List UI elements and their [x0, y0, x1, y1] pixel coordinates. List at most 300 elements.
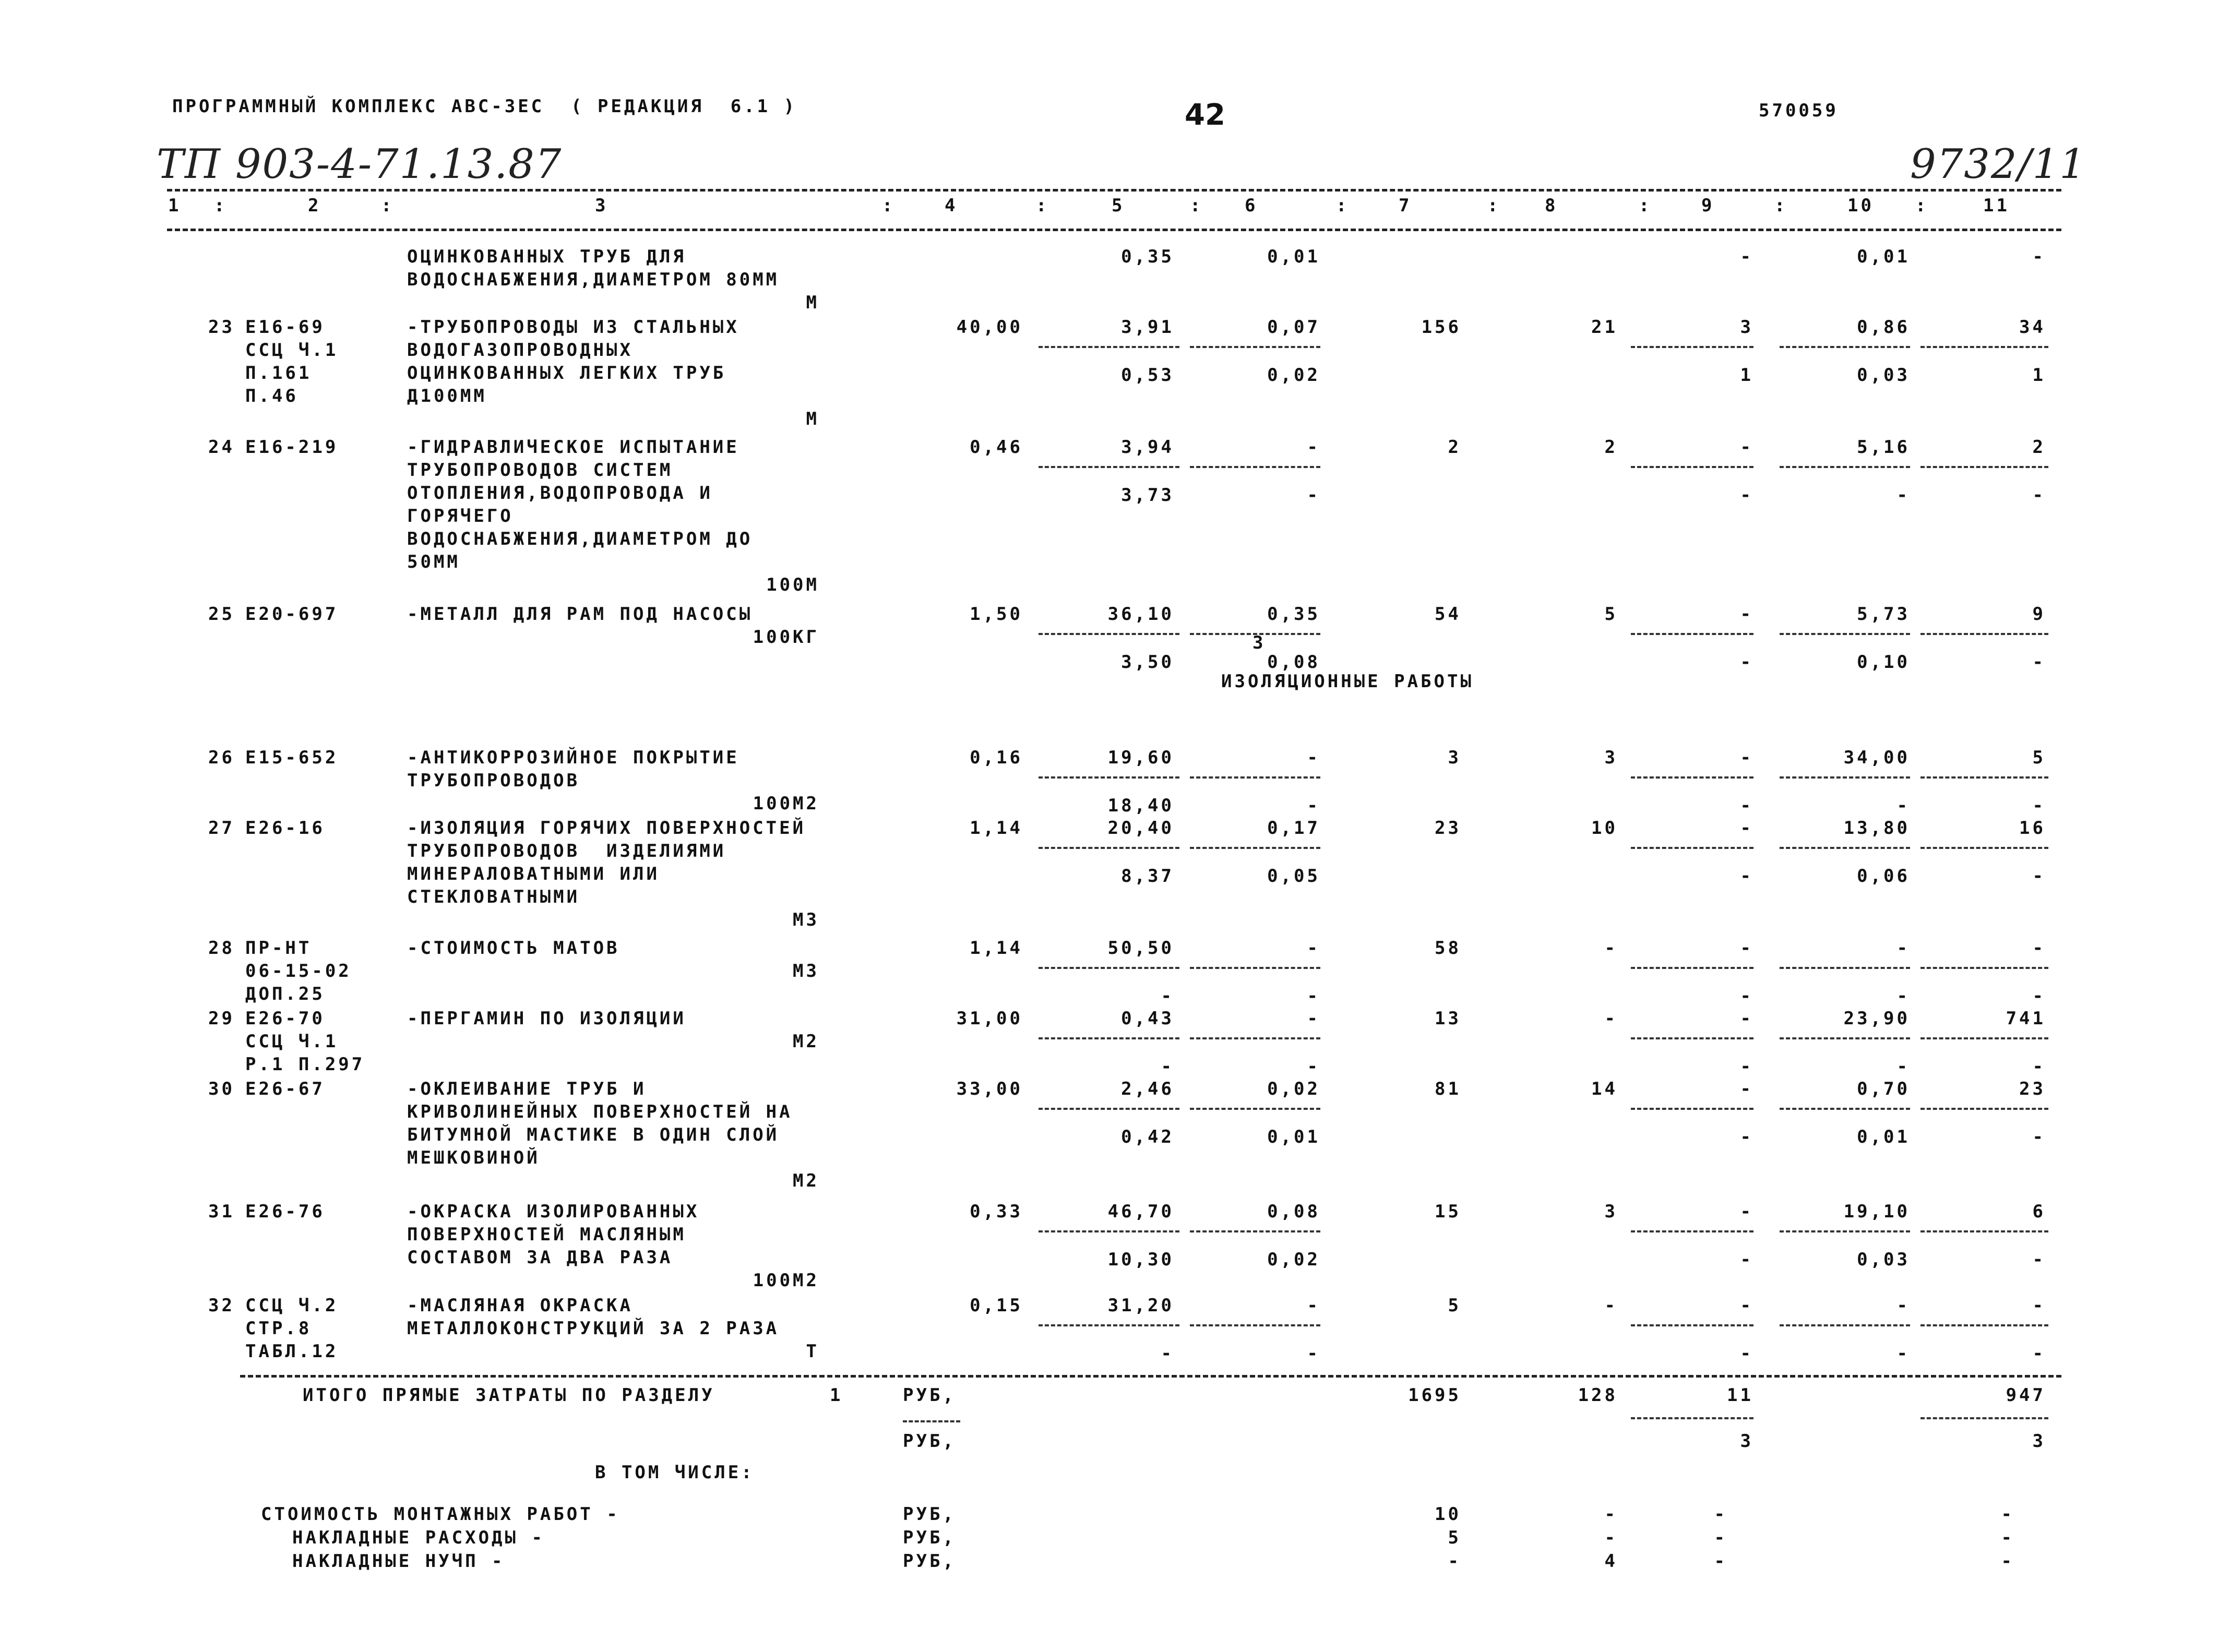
row-col9: -: [1740, 938, 1753, 959]
column-number-1: 1: [168, 195, 182, 216]
row-col8: 5: [1604, 604, 1618, 625]
column-number-10: 10: [1847, 195, 1874, 216]
row-col10: -: [1896, 938, 1910, 959]
sub-currency: РУБ,: [903, 1551, 956, 1572]
totals-currency-rule: [903, 1420, 960, 1422]
cell-divider-rule: [1920, 1324, 2048, 1326]
sub-label: НАКЛАДНЫЕ РАСХОДЫ -: [292, 1527, 545, 1548]
row-quantity: 0,16: [970, 747, 1023, 768]
row-col10: 5,16: [1857, 437, 1910, 458]
row-unit: 100М2: [753, 1270, 819, 1291]
row-col11-sub: -: [2032, 485, 2046, 506]
row-name-line: -МАСЛЯНАЯ ОКРАСКА: [407, 1295, 633, 1316]
row-code-line: ССЦ Ч.1: [245, 1031, 339, 1052]
row-number: 23: [208, 317, 235, 338]
column-number-6: 6: [1245, 195, 1258, 216]
row-col6-sub: 0,02: [1267, 1249, 1320, 1270]
row-col11-sub: -: [2032, 1343, 2046, 1364]
row-col5-sub: -: [1161, 986, 1174, 1007]
column-separator: :: [381, 195, 395, 216]
row-col8: -: [1604, 938, 1618, 959]
row-col11: 23: [2019, 1079, 2046, 1099]
cell-divider-rule: [1780, 1324, 1910, 1326]
cell-divider-rule: [1920, 1230, 2048, 1232]
cell-divider-rule: [1920, 466, 2048, 468]
row-code-line: ДОП.25: [245, 984, 325, 1004]
cell-divider-rule: [1780, 1230, 1910, 1232]
row-col11-sub: -: [2032, 1056, 2046, 1077]
cell-divider-rule: [1631, 1108, 1753, 1110]
row-col9: -: [1740, 1295, 1753, 1316]
totals-col9a: 11: [1727, 1385, 1753, 1406]
totals-col8: 128: [1578, 1385, 1618, 1406]
row-col6: 0,07: [1267, 317, 1320, 338]
row-col10-sub: 0,03: [1857, 1249, 1910, 1270]
cell-divider-rule: [1780, 1108, 1910, 1110]
row-col9-sub: -: [1740, 1249, 1753, 1270]
row-col6: -: [1307, 437, 1320, 458]
cell-divider-rule: [1780, 633, 1910, 635]
cell-divider-rule: [1039, 466, 1179, 468]
row-col9-sub: -: [1740, 1127, 1753, 1147]
row-col5: 0,43: [1121, 1008, 1174, 1029]
column-number-4: 4: [945, 195, 958, 216]
column-separator: :: [1036, 195, 1049, 216]
row-number: 25: [208, 604, 235, 625]
row-col7: 5: [1448, 1295, 1461, 1316]
totals-col9-rule: [1631, 1417, 1753, 1419]
sub-col8: -: [1604, 1527, 1618, 1548]
row-col10: 0,01: [1857, 246, 1910, 267]
cell-divider-rule: [1920, 1108, 2048, 1110]
row-col6: -: [1307, 1295, 1320, 1316]
row-col9-sub: -: [1740, 986, 1753, 1007]
row-col9: -: [1740, 246, 1753, 267]
row-col6: -: [1307, 1008, 1320, 1029]
row-col5-sub: 3,50: [1121, 652, 1174, 673]
sub-col8: 4: [1604, 1551, 1618, 1572]
row-col9-sub: -: [1740, 485, 1753, 506]
row-col8: 3: [1604, 1201, 1618, 1222]
cell-divider-rule: [1190, 776, 1320, 779]
row-col11-sub: -: [2032, 1127, 2046, 1147]
row-col6-sub: -: [1307, 1343, 1320, 1364]
row-unit: М3: [793, 961, 819, 981]
row-name-line: ВОДОСНАБЖЕНИЯ,ДИАМЕТРОМ ДО: [407, 529, 753, 549]
sub-currency: РУБ,: [903, 1504, 956, 1525]
row-col6: 0,17: [1267, 818, 1320, 839]
sub-col9: -: [1714, 1504, 1727, 1525]
row-col9-sub: -: [1740, 1343, 1753, 1364]
cell-divider-rule: [1039, 776, 1179, 779]
row-number: 30: [208, 1079, 235, 1099]
document-code: 570059: [1759, 100, 1839, 121]
row-col10-sub: 0,06: [1857, 866, 1910, 887]
row-name-line: -ИЗОЛЯЦИЯ ГОРЯЧИХ ПОВЕРХНОСТЕЙ: [407, 818, 806, 839]
row-name-line: ВОДОГАЗОПРОВОДНЫХ: [407, 340, 633, 361]
page-number: 42: [1185, 98, 1225, 132]
row-number: 24: [208, 437, 235, 458]
row-col10: 0,86: [1857, 317, 1910, 338]
row-col11: -: [2032, 1295, 2046, 1316]
cell-divider-rule: [1039, 1108, 1179, 1110]
totals-col7: 1695: [1408, 1385, 1461, 1406]
row-quantity: 0,33: [970, 1201, 1023, 1222]
row-name-line: -ПЕРГАМИН ПО ИЗОЛЯЦИИ: [407, 1008, 686, 1029]
row-col11: 34: [2019, 317, 2046, 338]
totals-top-rule: [240, 1375, 2061, 1378]
row-col9: -: [1740, 747, 1753, 768]
cell-divider-rule: [1190, 1037, 1320, 1039]
row-col5-sub: 10,30: [1107, 1249, 1174, 1270]
cell-divider-rule: [1039, 633, 1179, 635]
cell-divider-rule: [1631, 466, 1753, 468]
row-col7: 54: [1435, 604, 1461, 625]
row-name-line: ВОДОСНАБЖЕНИЯ,ДИАМЕТРОМ 80ММ: [407, 269, 780, 290]
row-name-line: -ТРУБОПРОВОДЫ ИЗ СТАЛЬНЫХ: [407, 317, 739, 338]
cell-divider-rule: [1190, 1324, 1320, 1326]
row-col9-sub: -: [1740, 866, 1753, 887]
column-separator: :: [1336, 195, 1350, 216]
row-col5: 19,60: [1107, 747, 1174, 768]
row-col11: 6: [2032, 1201, 2046, 1222]
row-col6-sub: -: [1307, 485, 1320, 506]
row-name-line: -СТОИМОСТЬ МАТОВ: [407, 938, 620, 959]
row-code-line: П.161: [245, 363, 312, 384]
row-code-line: ПР-НТ: [245, 938, 312, 959]
row-quantity: 1,14: [970, 938, 1023, 959]
row-col9: -: [1740, 818, 1753, 839]
row-number: 26: [208, 747, 235, 768]
column-separator: :: [214, 195, 228, 216]
column-number-7: 7: [1399, 195, 1412, 216]
cell-divider-rule: [1039, 847, 1179, 849]
column-separator: :: [1774, 195, 1788, 216]
row-col5-sub: 0,42: [1121, 1127, 1174, 1147]
row-col11: 741: [2006, 1008, 2046, 1029]
handwritten-sheet-number: 9732/11: [1910, 141, 2087, 188]
cell-divider-rule: [1780, 776, 1910, 779]
row-col9-sub: 1: [1740, 365, 1753, 386]
row-col6-sub: 0,01: [1267, 1127, 1320, 1147]
cell-divider-rule: [1631, 1037, 1753, 1039]
row-col5: 3,91: [1121, 317, 1174, 338]
row-col6-sub: 0,02: [1267, 365, 1320, 386]
row-col10-sub: 0,10: [1857, 652, 1910, 673]
row-col6: 0,08: [1267, 1201, 1320, 1222]
sub-currency: РУБ,: [903, 1527, 956, 1548]
row-col5: 3,94: [1121, 437, 1174, 458]
row-name-line: ПОВЕРХНОСТЕЙ МАСЛЯНЫМ: [407, 1224, 686, 1245]
totals-col11a: 947: [2006, 1385, 2046, 1406]
row-col6-sub: 0,08: [1267, 652, 1320, 673]
row-name-line: ОЦИНКОВАННЫХ ЛЕГКИХ ТРУБ: [407, 363, 726, 384]
row-unit: М2: [793, 1170, 819, 1191]
row-col8: 3: [1604, 747, 1618, 768]
row-quantity: 31,00: [956, 1008, 1023, 1029]
cell-divider-rule: [1190, 1108, 1320, 1110]
row-name-line: -ОКЛЕИВАНИЕ ТРУБ И: [407, 1079, 647, 1099]
header-bottom-rule: [167, 229, 2061, 231]
row-col9-sub: -: [1740, 1056, 1753, 1077]
cell-divider-rule: [1190, 1230, 1320, 1232]
sub-col8: -: [1604, 1504, 1618, 1525]
row-col10-sub: 0,03: [1857, 365, 1910, 386]
row-name-line: БИТУМНОЙ МАСТИКЕ В ОДИН СЛОЙ: [407, 1124, 780, 1145]
row-col10: 13,80: [1843, 818, 1910, 839]
row-unit: 100М2: [753, 793, 819, 814]
sub-label: НАКЛАДНЫЕ НУЧП -: [292, 1551, 505, 1572]
cell-divider-rule: [1631, 967, 1753, 969]
row-col6: 0,02: [1267, 1079, 1320, 1099]
row-name-line: 50ММ: [407, 552, 460, 572]
row-col10-sub: -: [1896, 1343, 1910, 1364]
row-col6-sub: -: [1307, 1056, 1320, 1077]
row-col5-sub: -: [1161, 1056, 1174, 1077]
row-col6: 0,01: [1267, 246, 1320, 267]
row-col9-sub: -: [1740, 795, 1753, 816]
row-col8: -: [1604, 1008, 1618, 1029]
row-code-line: Е15-652: [245, 747, 339, 768]
row-col5: 46,70: [1107, 1201, 1174, 1222]
cell-divider-rule: [1190, 346, 1320, 348]
cell-divider-rule: [1780, 967, 1910, 969]
row-col5: 31,20: [1107, 1295, 1174, 1316]
row-code-line: Р.1 П.297: [245, 1054, 365, 1075]
row-col9: -: [1740, 604, 1753, 625]
cell-divider-rule: [1190, 466, 1320, 468]
row-name-line: Д100ММ: [407, 386, 487, 406]
row-number: 31: [208, 1201, 235, 1222]
row-col6-sub: -: [1307, 986, 1320, 1007]
column-number-3: 3: [595, 195, 609, 216]
row-col10-sub: -: [1896, 986, 1910, 1007]
row-code-line: П.46: [245, 386, 299, 406]
sub-col11: -: [2001, 1527, 2014, 1548]
row-quantity: 0,15: [970, 1295, 1023, 1316]
cell-divider-rule: [1631, 346, 1753, 348]
row-code-line: Е26-16: [245, 818, 325, 839]
row-col5-sub: 0,53: [1121, 365, 1174, 386]
column-number-9: 9: [1701, 195, 1715, 216]
row-col5-sub: 3,73: [1121, 485, 1174, 506]
row-name-line: -ГИДРАВЛИЧЕСКОЕ ИСПЫТАНИЕ: [407, 437, 739, 458]
row-unit: М3: [793, 909, 819, 930]
row-name-line: МЕШКОВИНОЙ: [407, 1147, 540, 1168]
sub-col7: 10: [1435, 1504, 1461, 1525]
row-col5-sub: 8,37: [1121, 866, 1174, 887]
cell-divider-rule: [1190, 847, 1320, 849]
row-col6: -: [1307, 938, 1320, 959]
section-title: ИЗОЛЯЦИОННЫЕ РАБОТЫ: [1221, 671, 1474, 692]
column-separator: :: [1639, 195, 1652, 216]
column-number-2: 2: [308, 195, 321, 216]
row-name-line: МЕТАЛЛОКОНСТРУКЦИЙ ЗА 2 РАЗА: [407, 1318, 780, 1339]
row-code-line: Е16-219: [245, 437, 339, 458]
row-unit: 100КГ: [753, 627, 819, 648]
row-quantity: 40,00: [956, 317, 1023, 338]
row-extra-mark: 3: [1252, 632, 1266, 653]
sub-col7: 5: [1448, 1527, 1461, 1548]
row-name-line: ТРУБОПРОВОДОВ: [407, 770, 580, 791]
row-col7: 81: [1435, 1079, 1461, 1099]
row-unit: М: [806, 292, 819, 313]
cell-divider-rule: [1920, 633, 2048, 635]
cell-divider-rule: [1780, 1037, 1910, 1039]
row-code-line: ССЦ Ч.2: [245, 1295, 339, 1316]
column-separator: :: [882, 195, 896, 216]
row-col8: 14: [1591, 1079, 1618, 1099]
row-name-line: ОЦИНКОВАННЫХ ТРУБ ДЛЯ: [407, 246, 686, 267]
row-col8: 21: [1591, 317, 1618, 338]
row-col5: 2,46: [1121, 1079, 1174, 1099]
row-code-line: 06-15-02: [245, 961, 352, 981]
row-name-line: СТЕКЛОВАТНЫМИ: [407, 887, 580, 907]
row-col9-sub: -: [1740, 652, 1753, 673]
cell-divider-rule: [1039, 1324, 1179, 1326]
row-col9: -: [1740, 437, 1753, 458]
totals-col11b: 3: [2032, 1431, 2046, 1452]
row-name-line: СОСТАВОМ ЗА ДВА РАЗА: [407, 1247, 673, 1268]
cell-divider-rule: [1920, 1037, 2048, 1039]
row-quantity: 33,00: [956, 1079, 1023, 1099]
row-unit: М2: [793, 1031, 819, 1052]
handwritten-project-code: ТП 903-4-71.13.87: [157, 141, 563, 188]
row-col10-sub: -: [1896, 795, 1910, 816]
row-quantity: 1,50: [970, 604, 1023, 625]
row-name-line: ОТОПЛЕНИЯ,ВОДОПРОВОДА И: [407, 483, 713, 504]
row-col7: 58: [1435, 938, 1461, 959]
cell-divider-rule: [1631, 776, 1753, 779]
row-col10: 34,00: [1843, 747, 1910, 768]
row-code-line: Е26-67: [245, 1079, 325, 1099]
row-code-line: СТР.8: [245, 1318, 312, 1339]
cell-divider-rule: [1039, 346, 1179, 348]
row-col11: -: [2032, 246, 2046, 267]
row-col5-sub: 18,40: [1107, 795, 1174, 816]
row-col10: -: [1896, 1295, 1910, 1316]
row-code-line: Е16-69: [245, 317, 325, 338]
sub-col9: -: [1714, 1527, 1727, 1548]
column-separator: :: [1190, 195, 1203, 216]
row-col6: 0,35: [1267, 604, 1320, 625]
row-number: 27: [208, 818, 235, 839]
row-col10: 0,70: [1857, 1079, 1910, 1099]
row-code-line: ССЦ Ч.1: [245, 340, 339, 361]
row-col11: 16: [2019, 818, 2046, 839]
row-number: 32: [208, 1295, 235, 1316]
row-name-line: -АНТИКОРРОЗИЙНОЕ ПОКРЫТИЕ: [407, 747, 739, 768]
header-top-rule: [167, 189, 2061, 191]
row-col9: -: [1740, 1079, 1753, 1099]
row-col10: 23,90: [1843, 1008, 1910, 1029]
row-col5-sub: -: [1161, 1343, 1174, 1364]
row-name-line: -МЕТАЛЛ ДЛЯ РАМ ПОД НАСОСЫ: [407, 604, 753, 625]
cell-divider-rule: [1920, 967, 2048, 969]
totals-label: ИТОГО ПРЯМЫЕ ЗАТРАТЫ ПО РАЗДЕЛУ: [303, 1385, 715, 1406]
row-col11-sub: 1: [2032, 365, 2046, 386]
cell-divider-rule: [1190, 967, 1320, 969]
program-title: ПРОГРАММНЫЙ КОМПЛЕКС АВС-3ЕС ( РЕДАКЦИЯ 6.1 ): [172, 96, 797, 117]
row-unit: М: [806, 409, 819, 429]
row-col5: 36,10: [1107, 604, 1174, 625]
row-name-line: ТРУБОПРОВОДОВ СИСТЕМ: [407, 460, 673, 481]
row-name-line: -ОКРАСКА ИЗОЛИРОВАННЫХ: [407, 1201, 700, 1222]
row-col6: -: [1307, 747, 1320, 768]
row-number: 29: [208, 1008, 235, 1029]
row-col8: 2: [1604, 437, 1618, 458]
totals-section-number: 1: [830, 1385, 843, 1406]
row-name-line: КРИВОЛИНЕЙНЫХ ПОВЕРХНОСТЕЙ НА: [407, 1102, 793, 1122]
totals-currency-1: РУБ,: [903, 1385, 956, 1406]
row-quantity: 1,14: [970, 818, 1023, 839]
row-col9: -: [1740, 1008, 1753, 1029]
row-unit: Т: [806, 1341, 819, 1362]
cell-divider-rule: [1631, 633, 1753, 635]
row-col11: 5: [2032, 747, 2046, 768]
sub-label: СТОИМОСТЬ МОНТАЖНЫХ РАБОТ -: [261, 1504, 620, 1525]
sub-col11: -: [2001, 1551, 2014, 1572]
totals-currency-2: РУБ,: [903, 1431, 956, 1452]
row-col11: 2: [2032, 437, 2046, 458]
row-col10-sub: 0,01: [1857, 1127, 1910, 1147]
row-col5: 0,35: [1121, 246, 1174, 267]
row-quantity: 0,46: [970, 437, 1023, 458]
sub-col11: -: [2001, 1504, 2014, 1525]
row-col9: 3: [1740, 317, 1753, 338]
cell-divider-rule: [1920, 776, 2048, 779]
row-code-line: Е26-70: [245, 1008, 325, 1029]
sub-col9: -: [1714, 1551, 1727, 1572]
column-number-8: 8: [1545, 195, 1558, 216]
cell-divider-rule: [1780, 466, 1910, 468]
row-name-line: ТРУБОПРОВОДОВ ИЗДЕЛИЯМИ: [407, 841, 726, 861]
row-col7: 13: [1435, 1008, 1461, 1029]
cell-divider-rule: [1920, 847, 2048, 849]
row-col11-sub: -: [2032, 1249, 2046, 1270]
including-label: В ТОМ ЧИСЛЕ:: [595, 1462, 755, 1483]
row-col5: 20,40: [1107, 818, 1174, 839]
row-col11: 9: [2032, 604, 2046, 625]
row-col6-sub: -: [1307, 795, 1320, 816]
row-col10: 19,10: [1843, 1201, 1910, 1222]
cell-divider-rule: [1631, 1324, 1753, 1326]
column-separator: :: [1487, 195, 1501, 216]
row-col6-sub: 0,05: [1267, 866, 1320, 887]
row-col7: 156: [1421, 317, 1461, 338]
cell-divider-rule: [1631, 1230, 1753, 1232]
row-col7: 3: [1448, 747, 1461, 768]
row-col7: 23: [1435, 818, 1461, 839]
row-col8: -: [1604, 1295, 1618, 1316]
cell-divider-rule: [1631, 847, 1753, 849]
cell-divider-rule: [1780, 847, 1910, 849]
row-number: 28: [208, 938, 235, 959]
row-col9: -: [1740, 1201, 1753, 1222]
row-col7: 15: [1435, 1201, 1461, 1222]
row-col5: 50,50: [1107, 938, 1174, 959]
row-col10: 5,73: [1857, 604, 1910, 625]
cell-divider-rule: [1780, 346, 1910, 348]
row-col11-sub: -: [2032, 795, 2046, 816]
cell-divider-rule: [1039, 967, 1179, 969]
totals-col9b: 3: [1740, 1431, 1753, 1452]
totals-col11-rule: [1920, 1417, 2048, 1419]
row-col10-sub: -: [1896, 1056, 1910, 1077]
row-unit: 100М: [766, 574, 819, 595]
cell-divider-rule: [1920, 346, 2048, 348]
row-col8: 10: [1591, 818, 1618, 839]
